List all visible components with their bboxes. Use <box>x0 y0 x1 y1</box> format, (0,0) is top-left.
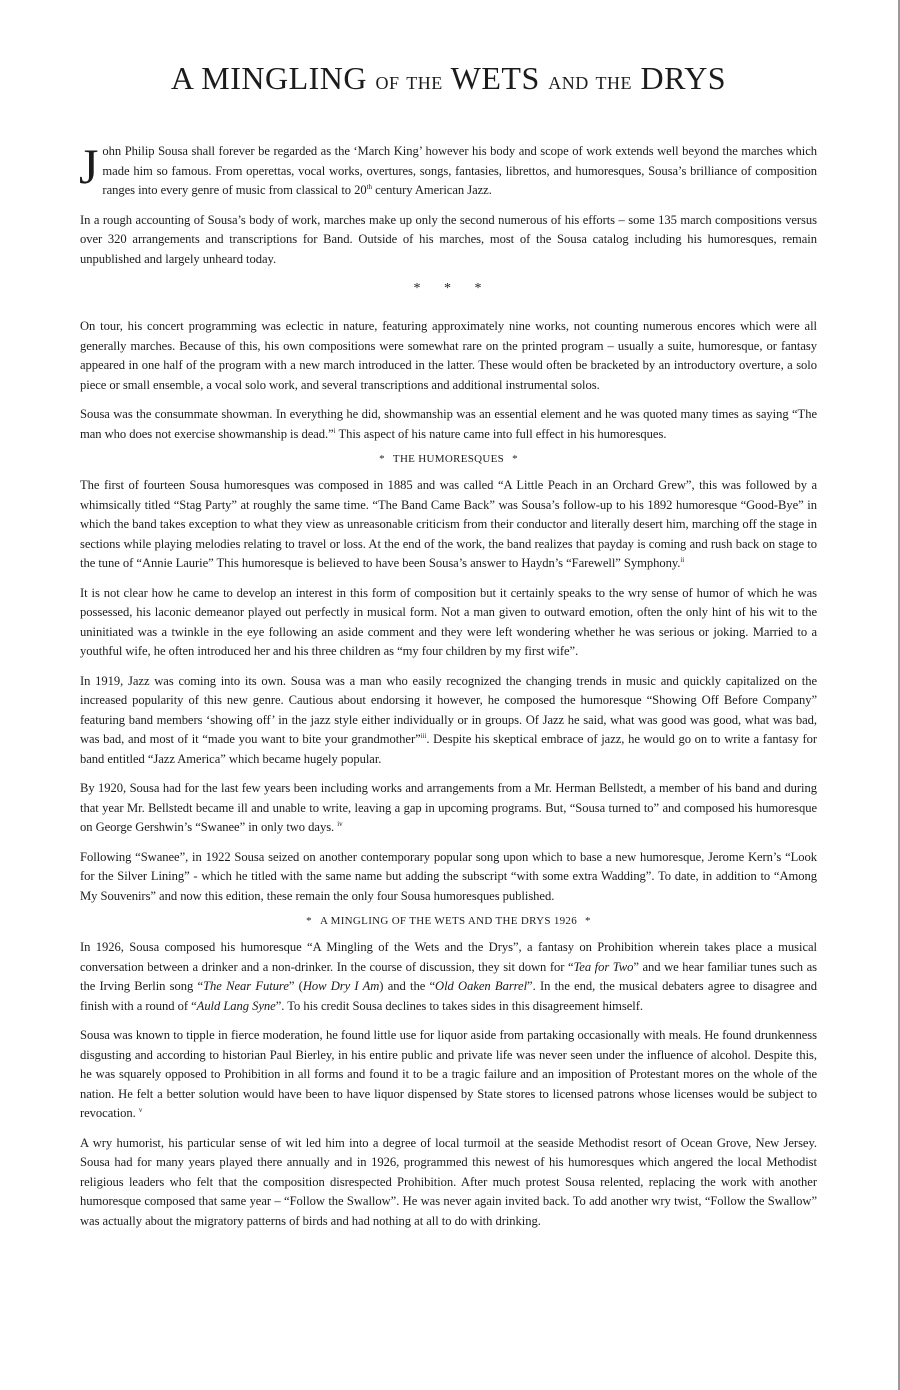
tour-paragraph-2 <box>80 405 817 444</box>
title-word: and the <box>548 68 632 95</box>
tour-paragraph-1: On tour, his concert programming was eclectic in nature, featuring approximately nine works, not counting numerous encores which were all generally marches. Because of this, his own compositions were somewhat rare on the printed program – usually a suite, humoresque, or fantasy appeared in one half of the program with a new march introduced in the latter. These would often be bracketed by an introductory overture, a solo piece or small ensemble, a vocal solo work, and several transcriptions and additional instrumental solos. <box>80 319 817 392</box>
title-word: A MINGLING <box>170 60 367 96</box>
section-heading-text: THE HUMORESQUES <box>392 453 505 465</box>
song-title: Tea for Two <box>573 959 634 974</box>
mingling-paragraph-1 <box>80 938 817 1016</box>
intro-paragraph-1 <box>79 138 817 201</box>
document-page <box>80 0 817 1231</box>
title-word: DRYS <box>640 60 727 96</box>
paragraph-text: The first of fourteen Sousa humoresques was composed in 1885 and was called “A Little Peach in an Orchard Grew”, this was followed by a whimsically titled “Stag Party” at roughly the same time. “The Band Came Back” was Sousa’s follow-up to his 1892 humoresque “Good-Bye” in which the band takes exception to what they view as unreasonable criticism from their conductor and literally desert him, marching off the stage in sections while playing melodies relating to travel or loss. At the end of the work, the band realizes that payday is coming and rush back on stage to the tune of “Annie Laurie” This humoresque is believed to have been Sousa’s answer to Haydn’s “Farewell” Symphony. <box>80 478 817 570</box>
paragraph-text: century American Jazz. <box>371 183 492 197</box>
paragraph-text: By 1920, Sousa had for the last few years been including works and arrangements from a Mr. Herman Bellstedt, a member of his band and during that year Mr. Bellstedt became ill and unable to write, leaving a gap in upcoming programs. But, “Sousa turned to” and composed his humoresque on George Gershwin’s “Swanee” in only two days. <box>80 781 817 834</box>
bullet-mark: * <box>585 915 591 927</box>
footnote-ref: ii <box>680 555 685 564</box>
superscript: th <box>366 182 372 191</box>
paragraph-text: . Despite his skeptical embrace of jazz, he would go on to write a fantasy for band entitled “Jazz America” which became hugely popular. <box>80 732 817 766</box>
section-heading-mingling <box>80 912 817 930</box>
bullet-mark: * <box>512 453 518 465</box>
bullet-mark: * <box>306 915 312 927</box>
song-title: Auld Lang Syne <box>196 998 276 1013</box>
paragraph-text: In 1919, Jazz was coming into its own. Sousa was a man who easily recognized the changing trends in music and quickly capitalized on the increased popularity of this new genre. Cautious about endorsing it however, he composed the humoresque “Showing Off Before Company” featuring band members ‘showing off’ in the jazz style either individually or in groups. Of Jazz he said, what was good was good, what was bad, was bad, and most of it “made you want to bite your grandmother” <box>80 673 817 746</box>
humoresques-paragraph-3 <box>80 672 817 770</box>
humoresques-paragraph-2: It is not clear how he came to develop an interest in this form of composition but it certainly speaks to the wry sense of humor of which he was possessed, his laconic demeanor played out perfectly in musical form. Not a man given to outward emotion, often the only hint of his wit to the uninitiated was a twinkle in the eye following an aside comment and they were left wondering whether he was serious or joking. Married to a youthful wife, he often introduced her and his three children as “my four children by my first wife”. <box>80 585 817 658</box>
paragraph-text: In 1926, Sousa composed his humoresque “A Mingling of the Wets and the Drys”, a fantasy on Prohibition wherein takes place a musical conversation between a drinker and a non-drinker. In the course of discussion, they sit down for “ <box>80 940 817 974</box>
paragraph-text: ohn Philip Sousa shall forever be regarded as the ‘March King’ however his body and scope of work extends well beyond the marches which made him so famous. From operettas, vocal works, overtures, songs, fantasies, librettos, and humoresques, Sousa’s brilliance of composition ranges into every genre of music from classical to 20 <box>102 144 817 197</box>
paragraph-text: Sousa was known to tipple in fierce moderation, he found little use for liquor aside from partaking occasionally with meals. He found drunkenness disgusting and according to historian Paul Bierley, in his entire public and private life was never seen under the influence of alcohol. Despite this, he was squarely opposed to Prohibition in all forms and found it to be a tragic failure and an imposition of Protestant mores on the whole of the nation. He felt a better solution would have been to have liquor dispensed by State stores to licensed patrons whose licenses would be subject to revocation. <box>80 1028 817 1120</box>
paragraph-text: This aspect of his nature came into full effect in his humoresques. <box>335 426 667 441</box>
song-title: The Near Future <box>203 979 289 993</box>
paragraph-text: ) and the “ <box>379 979 436 993</box>
humoresques-paragraph-5: Following “Swanee”, in 1922 Sousa seized on another contemporary popular song upon which to base a new humoresque, Jerome Kern’s “Look for the Silver Lining” - which he titled with the same name but adding the subscript “with some extra Wadding”. To date, in addition to “Among My Souvenirs” and now this edition, these remain the only four Sousa humoresques published. <box>80 849 817 903</box>
paragraph-text: Sousa was the consummate showman. In everything he did, showmanship was an essential element and he was quoted many times as saying “The man who does not exercise showmanship is dead.” <box>80 407 817 441</box>
mingling-paragraph-3: A wry humorist, his particular sense of wit led him into a degree of local turmoil at the seaside Methodist resort of Ocean Grove, New Jersey. Sousa had for many years played there annually and in 1926, programmed this newest of his humoresques which angered the local Methodist religious leaders who felt that the composition disrespected Prohibition. After much protest Sousa relented, replacing the work with another humoresque composed that same year – “Follow the Swallow”. He was never again invited back. To add another wry twist, “Follow the Swallow” was actually about the migratory patterns of birds and had nothing at all to do with drinking. <box>80 1135 817 1228</box>
title-word: of the <box>375 68 443 95</box>
footnote-ref: iii <box>420 731 427 740</box>
section-heading-humoresques <box>80 450 817 468</box>
song-title: How Dry I Am <box>302 979 380 993</box>
bullet-mark: * <box>379 453 385 465</box>
footnote-ref: v <box>138 1105 143 1114</box>
mingling-paragraph-2 <box>80 1026 817 1124</box>
section-heading-text: A MINGLING OF THE WETS AND THE DRYS 1926 <box>319 915 578 927</box>
title-word: WETS <box>450 60 540 96</box>
drop-cap: J <box>79 138 99 194</box>
humoresques-paragraph-1 <box>80 476 817 574</box>
paragraph-text: ”. In the end, the musical debaters agree to disagree and finish with a round of “ <box>80 979 817 1013</box>
song-title: Old Oaken Barrel <box>435 979 528 993</box>
humoresques-paragraph-4 <box>80 779 817 838</box>
intro-paragraph-2: In a rough accounting of Sousa’s body of work, marches make up only the second numerous of his efforts – some 135 march compositions versus over 320 arrangements and transcriptions for Band. Outside of his marches, most of the Sousa catalog including his humoresques, remain unpublished and largely unheard today. <box>80 212 817 266</box>
paragraph-text: ”. To his credit Sousa declines to takes sides in this disagreement himself. <box>275 998 643 1013</box>
page-title <box>80 58 817 102</box>
paragraph-text: ” and we hear familiar tunes such as the Irving Berlin song “ <box>80 959 817 993</box>
footnote-ref: iv <box>337 819 343 828</box>
footnote-ref: i <box>333 426 336 435</box>
section-separator: * * * <box>413 281 492 296</box>
paragraph-text: ” ( <box>288 979 303 993</box>
